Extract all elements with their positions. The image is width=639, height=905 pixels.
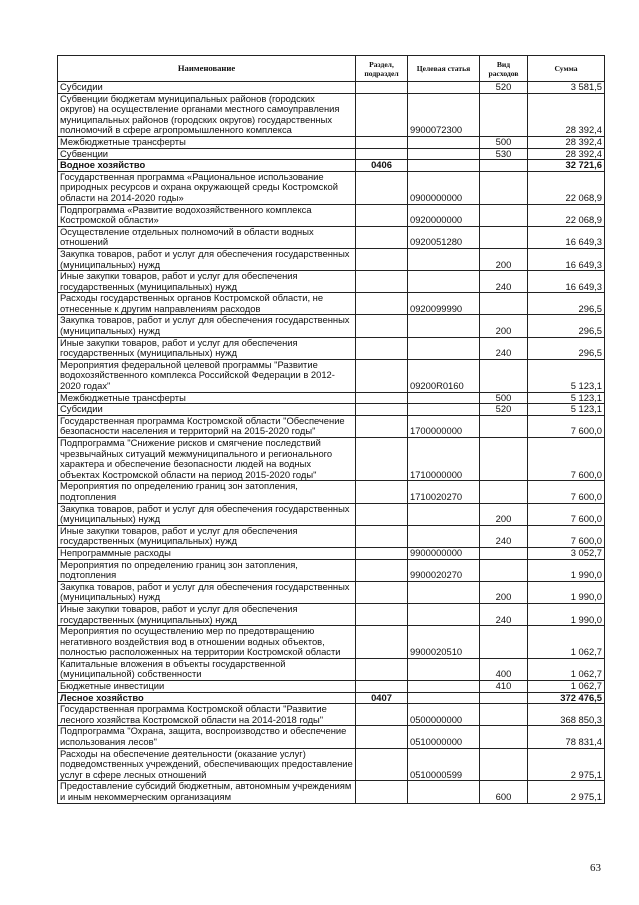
table-row (58, 658, 605, 680)
cell-exp (480, 415, 528, 437)
cell-art: 1700000000 (408, 415, 480, 437)
cell-sum: 28 392,4 (528, 148, 605, 160)
cell-sec (356, 581, 408, 603)
cell-art: 9900072300 (408, 93, 480, 136)
cell-sum: 7 600,0 (528, 438, 605, 481)
cell-sec: 0407 (356, 692, 408, 704)
cell-sec (356, 315, 408, 337)
cell-name: Иные закупки товаров, работ и услуг для обеспечения государственных (муниципальных) нужд (58, 337, 356, 359)
cell-sum: 3 052,7 (528, 547, 605, 559)
cell-sec (356, 681, 408, 693)
cell-name: Закупка товаров, работ и услуг для обеспечения государственных (муниципальных) нужд (58, 315, 356, 337)
table-row (58, 781, 605, 803)
cell-sec (356, 204, 408, 226)
cell-sum: 5 123,1 (528, 359, 605, 392)
cell-name: Осуществление отдельных полномочий в области водных отношений (58, 226, 356, 248)
cell-exp: 410 (480, 681, 528, 693)
cell-exp (480, 438, 528, 481)
cell-exp: 240 (480, 337, 528, 359)
table-row (58, 136, 605, 148)
cell-sec: 0406 (356, 160, 408, 172)
table-row (58, 681, 605, 693)
cell-sec (356, 271, 408, 293)
cell-sec (356, 503, 408, 525)
cell-art (408, 337, 480, 359)
page-number: 63 (590, 862, 601, 874)
cell-sec (356, 93, 408, 136)
cell-sum: 296,5 (528, 337, 605, 359)
table-row (58, 160, 605, 172)
cell-sum: 7 600,0 (528, 525, 605, 547)
cell-sec (356, 415, 408, 437)
table-row (58, 547, 605, 559)
cell-exp (480, 704, 528, 726)
cell-exp: 500 (480, 392, 528, 404)
cell-name: Расходы на обеспечение деятельности (оказание услуг) подведомственных учреждений, обеспечивающих предоставление услуг в сфере лесных отношений (58, 748, 356, 781)
table-row (58, 603, 605, 625)
cell-art: 9900020510 (408, 626, 480, 659)
table-row (58, 581, 605, 603)
cell-sum: 7 600,0 (528, 415, 605, 437)
cell-art (408, 248, 480, 270)
header-expense-type: Вид расходов (480, 56, 528, 82)
cell-sec (356, 525, 408, 547)
cell-art: 0510000599 (408, 748, 480, 781)
cell-art (408, 525, 480, 547)
cell-sum: 2 975,1 (528, 748, 605, 781)
cell-sum: 22 068,9 (528, 171, 605, 204)
cell-art: 09200R0160 (408, 359, 480, 392)
cell-name: Иные закупки товаров, работ и услуг для обеспечения государственных (муниципальных) нужд (58, 603, 356, 625)
cell-exp: 200 (480, 248, 528, 270)
cell-sum: 5 123,1 (528, 404, 605, 416)
cell-art (408, 392, 480, 404)
cell-art (408, 781, 480, 803)
cell-name: Закупка товаров, работ и услуг для обеспечения государственных (муниципальных) нужд (58, 248, 356, 270)
cell-art: 0920000000 (408, 204, 480, 226)
table-row (58, 726, 605, 748)
cell-exp: 200 (480, 503, 528, 525)
cell-sum: 1 990,0 (528, 581, 605, 603)
cell-art (408, 82, 480, 94)
cell-name: Мероприятия по определению границ зон затопления, подтопления (58, 481, 356, 503)
cell-sec (356, 82, 408, 94)
cell-sum: 5 123,1 (528, 392, 605, 404)
cell-sec (356, 626, 408, 659)
cell-name: Субвенции (58, 148, 356, 160)
table-row (58, 525, 605, 547)
cell-sum: 16 649,3 (528, 248, 605, 270)
cell-exp: 400 (480, 658, 528, 680)
cell-name: Подпрограмма "Охрана, защита, воспроизводство и обеспечение использования лесов" (58, 726, 356, 748)
cell-name: Государственная программа «Рациональное использование природных ресурсов и охрана окружающей среды Костромской области на 2014-2020 годы» (58, 171, 356, 204)
header-section: Раздел, подраздел (356, 56, 408, 82)
cell-name: Иные закупки товаров, работ и услуг для обеспечения государственных (муниципальных) нужд (58, 525, 356, 547)
cell-sum: 16 649,3 (528, 226, 605, 248)
cell-name: Мероприятия федеральной целевой программы "Развитие водохозяйственного комплекса Российской Федерации в 2012-2020 годах" (58, 359, 356, 392)
cell-name: Подпрограмма "Снижение рисков и смягчение последствий чрезвычайных ситуаций межмуниципального и регионального характера и обеспечение безопасности людей на водных объектах Костромской области на период 2015-2020 годы" (58, 438, 356, 481)
cell-art (408, 503, 480, 525)
cell-sec (356, 337, 408, 359)
table-row (58, 148, 605, 160)
cell-sum: 1 990,0 (528, 603, 605, 625)
cell-name: Мероприятия по осуществлению мер по предотвращению негативного воздействия вод в отношении водных объектов, полностью расположенных на территории Костромской области (58, 626, 356, 659)
cell-name: Мероприятия по определению границ зон затопления, подтопления (58, 559, 356, 581)
cell-sec (356, 547, 408, 559)
document-page (57, 55, 604, 804)
cell-exp: 520 (480, 82, 528, 94)
cell-sec (356, 404, 408, 416)
cell-art (408, 271, 480, 293)
cell-name: Подпрограмма «Развитие водохозяйственного комплекса Костромской области» (58, 204, 356, 226)
cell-art (408, 404, 480, 416)
table-row (58, 626, 605, 659)
cell-sec (356, 781, 408, 803)
cell-sum: 1 062,7 (528, 626, 605, 659)
table-row (58, 748, 605, 781)
cell-art: 0920099990 (408, 293, 480, 315)
table-row (58, 93, 605, 136)
table-row (58, 559, 605, 581)
cell-exp (480, 726, 528, 748)
cell-sum: 372 476,5 (528, 692, 605, 704)
cell-sum: 7 600,0 (528, 481, 605, 503)
cell-art (408, 692, 480, 704)
cell-exp: 520 (480, 404, 528, 416)
cell-sec (356, 603, 408, 625)
cell-exp: 240 (480, 525, 528, 547)
cell-sum: 368 850,3 (528, 704, 605, 726)
cell-art (408, 658, 480, 680)
cell-name: Иные закупки товаров, работ и услуг для обеспечения государственных (муниципальных) нужд (58, 271, 356, 293)
cell-sec (356, 248, 408, 270)
cell-sum: 16 649,3 (528, 271, 605, 293)
table-row (58, 404, 605, 416)
cell-name: Субвенции бюджетам муниципальных районов (городских округов) на осуществление органами местного самоуправления муниципальных районов (городских округов) государственных полномочий в сфере агропромышленного комплекса (58, 93, 356, 136)
cell-sec (356, 704, 408, 726)
cell-sec (356, 726, 408, 748)
cell-exp (480, 481, 528, 503)
cell-name: Лесное хозяйство (58, 692, 356, 704)
cell-name: Расходы государственных органов Костромской области, не отнесенные к другим направлениям расходов (58, 293, 356, 315)
cell-art: 0500000000 (408, 704, 480, 726)
cell-art: 1710000000 (408, 438, 480, 481)
table-row (58, 171, 605, 204)
cell-name: Закупка товаров, работ и услуг для обеспечения государственных (муниципальных) нужд (58, 581, 356, 603)
cell-exp: 500 (480, 136, 528, 148)
cell-sum: 7 600,0 (528, 503, 605, 525)
cell-sum: 28 392,4 (528, 136, 605, 148)
budget-table (57, 55, 605, 804)
table-row (58, 438, 605, 481)
cell-art (408, 315, 480, 337)
cell-sec (356, 438, 408, 481)
table-row (58, 248, 605, 270)
cell-sec (356, 392, 408, 404)
cell-sec (356, 136, 408, 148)
cell-art: 1710020270 (408, 481, 480, 503)
cell-exp (480, 204, 528, 226)
cell-sum: 22 068,9 (528, 204, 605, 226)
cell-art (408, 581, 480, 603)
cell-art: 9900000000 (408, 547, 480, 559)
cell-art: 9900020270 (408, 559, 480, 581)
cell-exp (480, 748, 528, 781)
cell-exp: 240 (480, 271, 528, 293)
cell-name: Межбюджетные трансферты (58, 136, 356, 148)
cell-art: 0510000000 (408, 726, 480, 748)
cell-art (408, 681, 480, 693)
header-article: Целевая статья (408, 56, 480, 82)
cell-art: 0900000000 (408, 171, 480, 204)
cell-exp: 200 (480, 315, 528, 337)
cell-art: 0920051280 (408, 226, 480, 248)
table-row (58, 359, 605, 392)
header-sum: Сумма (528, 56, 605, 82)
cell-art (408, 160, 480, 172)
cell-name: Непрограммные расходы (58, 547, 356, 559)
cell-sum: 78 831,4 (528, 726, 605, 748)
cell-sec (356, 481, 408, 503)
cell-exp (480, 359, 528, 392)
cell-name: Субсидии (58, 404, 356, 416)
cell-exp (480, 93, 528, 136)
cell-exp (480, 559, 528, 581)
cell-exp (480, 226, 528, 248)
cell-sum: 1 062,7 (528, 658, 605, 680)
cell-sum: 32 721,6 (528, 160, 605, 172)
cell-name: Межбюджетные трансферты (58, 392, 356, 404)
cell-exp (480, 626, 528, 659)
cell-exp (480, 293, 528, 315)
table-body (58, 82, 605, 804)
cell-sum: 3 581,5 (528, 82, 605, 94)
cell-name: Государственная программа Костромской области "Обеспечение безопасности населения и территорий на 2015-2020 годы" (58, 415, 356, 437)
cell-exp (480, 692, 528, 704)
cell-sec (356, 171, 408, 204)
cell-exp: 200 (480, 581, 528, 603)
table-row (58, 293, 605, 315)
table-row (58, 271, 605, 293)
cell-exp (480, 171, 528, 204)
header-name: Наименование (58, 56, 356, 82)
table-row (58, 692, 605, 704)
cell-exp: 240 (480, 603, 528, 625)
cell-exp (480, 160, 528, 172)
cell-exp: 600 (480, 781, 528, 803)
cell-name: Государственная программа Костромской области "Развитие лесного хозяйства Костромской области на 2014-2018 годы" (58, 704, 356, 726)
cell-sec (356, 559, 408, 581)
cell-sum: 1 062,7 (528, 681, 605, 693)
table-row (58, 481, 605, 503)
table-row (58, 415, 605, 437)
cell-sec (356, 293, 408, 315)
cell-sec (356, 359, 408, 392)
table-row (58, 337, 605, 359)
table-row (58, 315, 605, 337)
table-row (58, 503, 605, 525)
cell-name: Субсидии (58, 82, 356, 94)
cell-name: Бюджетные инвестиции (58, 681, 356, 693)
cell-art (408, 136, 480, 148)
cell-sum: 296,5 (528, 315, 605, 337)
cell-sec (356, 226, 408, 248)
cell-art (408, 148, 480, 160)
cell-sum: 1 990,0 (528, 559, 605, 581)
cell-sec (356, 658, 408, 680)
table-row (58, 226, 605, 248)
table-row (58, 204, 605, 226)
cell-sum: 296,5 (528, 293, 605, 315)
cell-name: Капитальные вложения в объекты государственной (муниципальной) собственности (58, 658, 356, 680)
table-row (58, 392, 605, 404)
cell-sum: 2 975,1 (528, 781, 605, 803)
table-row (58, 82, 605, 94)
cell-sum: 28 392,4 (528, 93, 605, 136)
cell-exp: 530 (480, 148, 528, 160)
table-header-row (58, 56, 605, 82)
table-row (58, 704, 605, 726)
cell-name: Водное хозяйство (58, 160, 356, 172)
cell-art (408, 603, 480, 625)
cell-name: Закупка товаров, работ и услуг для обеспечения государственных (муниципальных) нужд (58, 503, 356, 525)
cell-sec (356, 148, 408, 160)
cell-sec (356, 748, 408, 781)
cell-exp (480, 547, 528, 559)
cell-name: Предоставление субсидий бюджетным, автономным учреждениям и иным некоммерческим организациям (58, 781, 356, 803)
